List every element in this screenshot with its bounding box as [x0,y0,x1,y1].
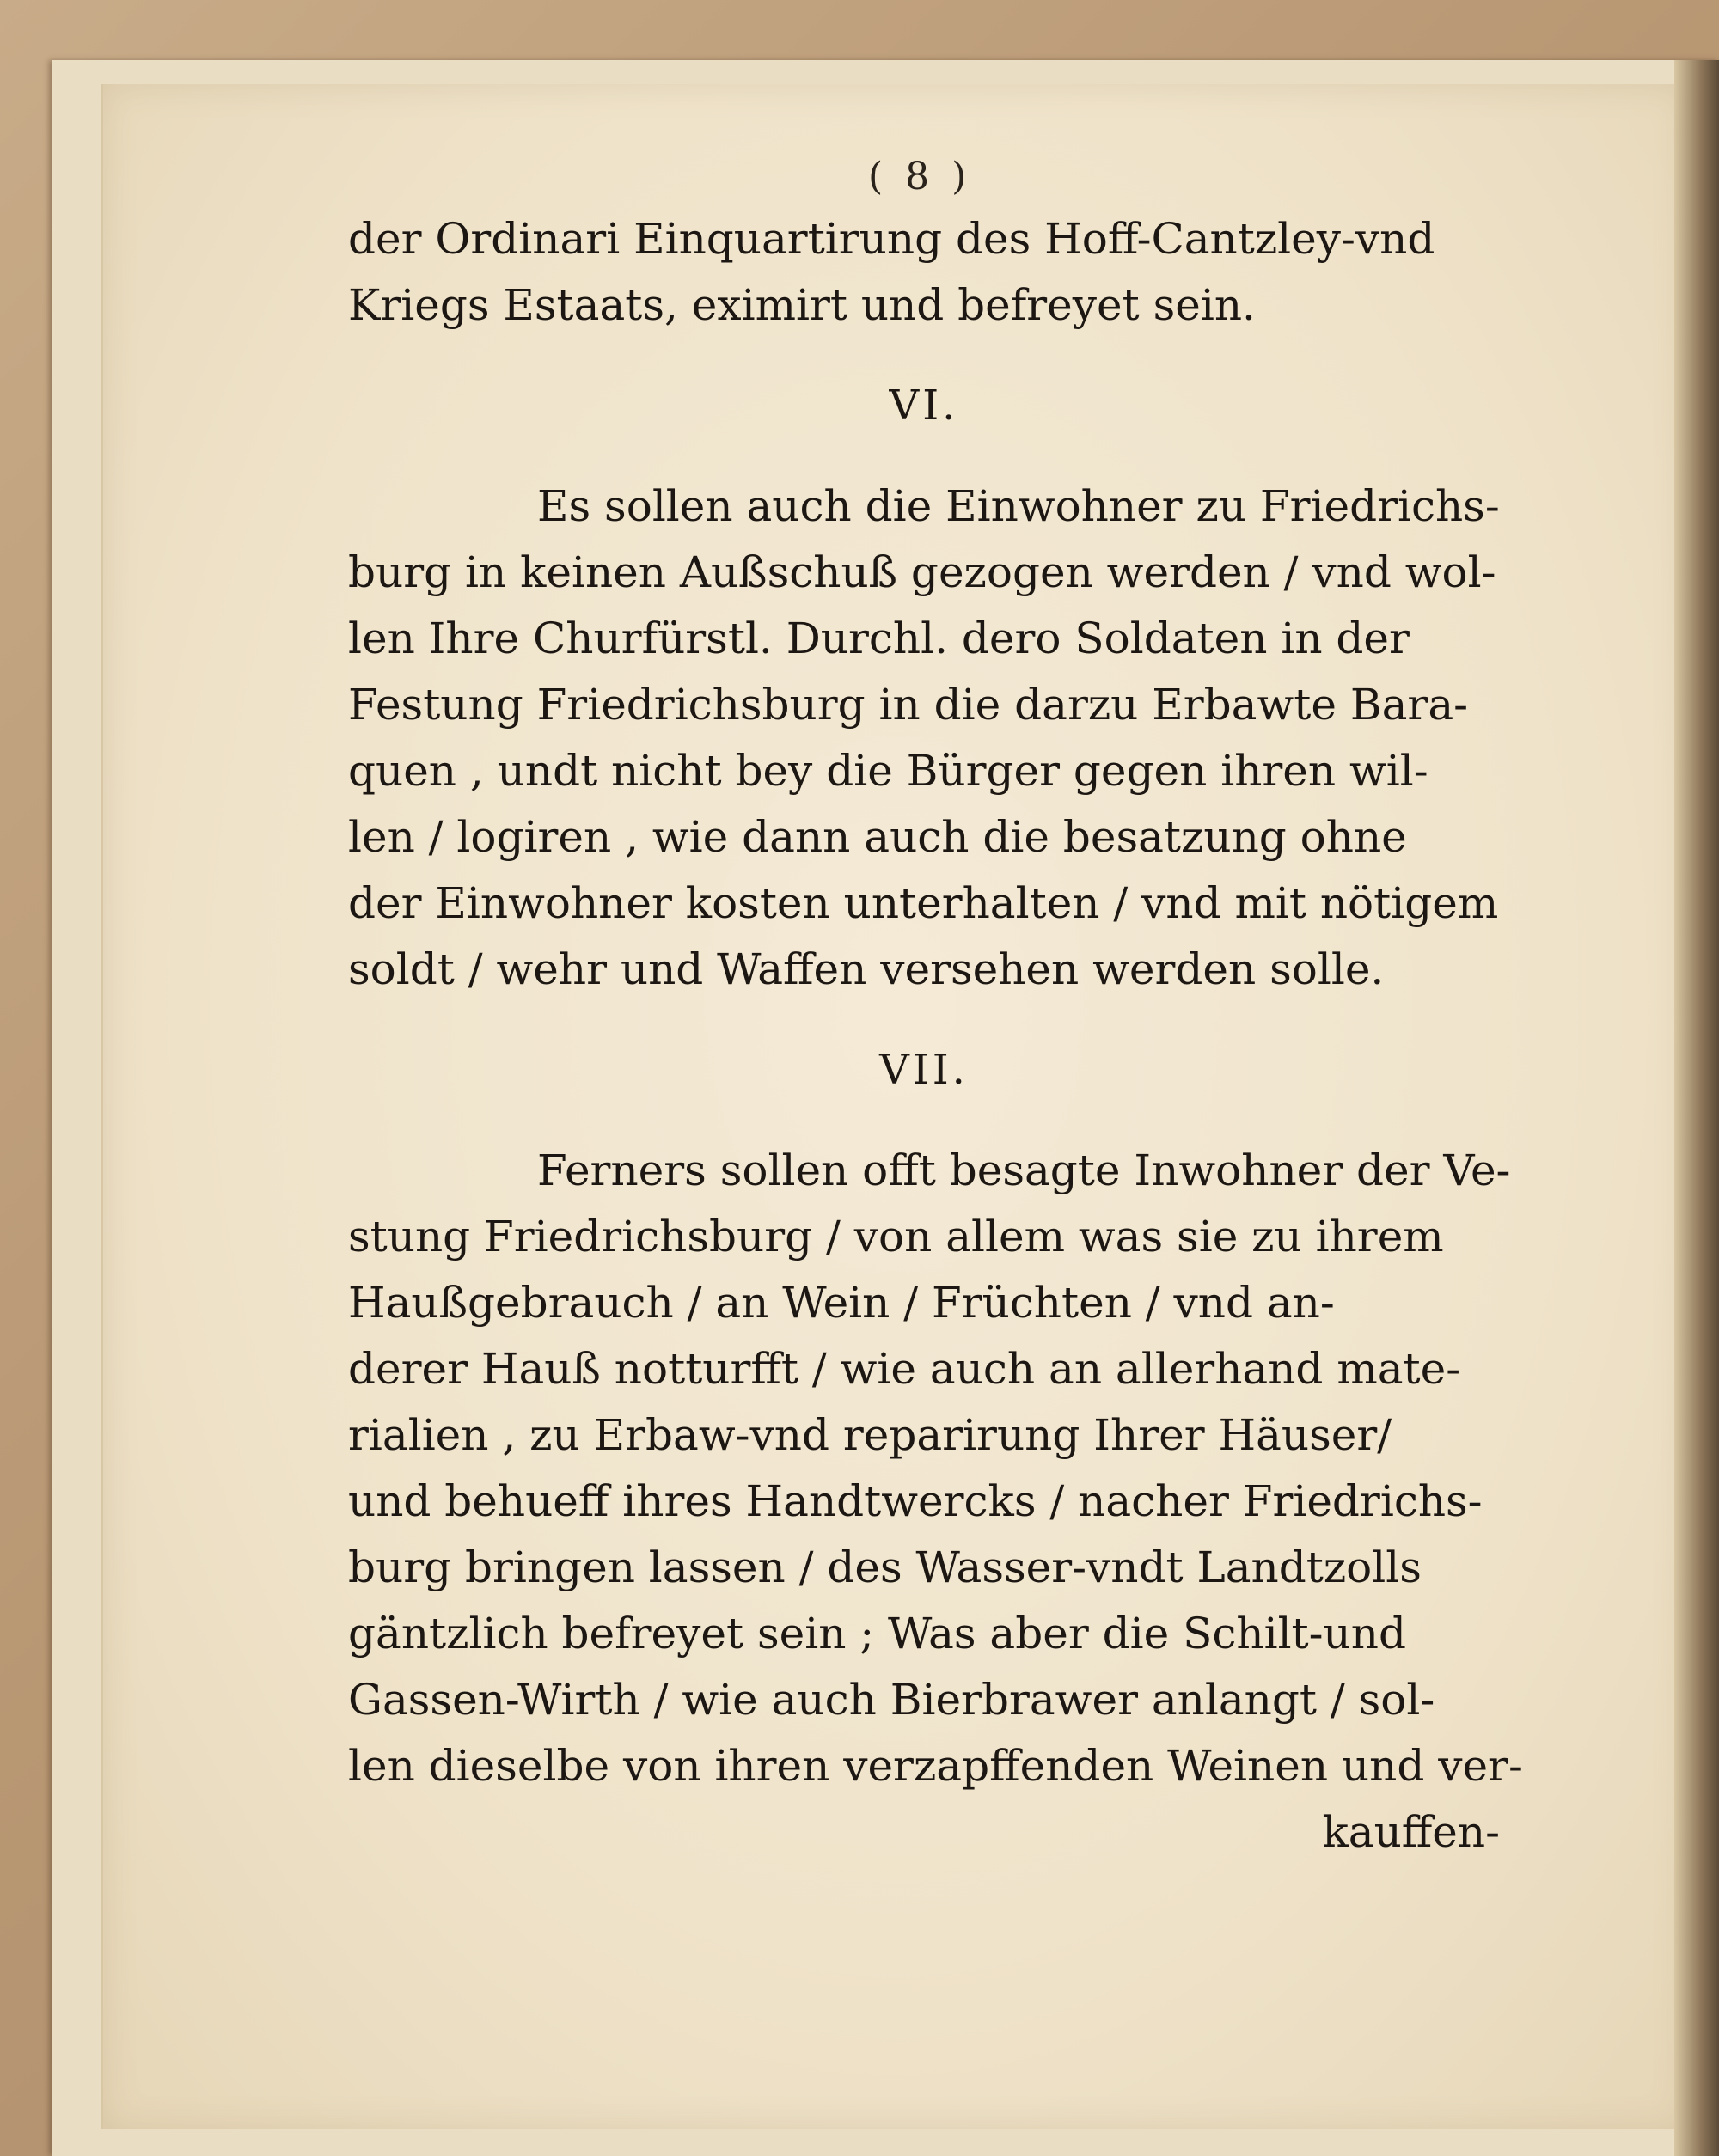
section-heading-vii: VII. [879,1046,969,1094]
page-number: ( 8 ) [868,155,972,198]
text-line: soldt / wehr und Waffen versehen werden solle. [348,944,1385,994]
text-line: der Einwohner kosten unterhalten / vnd mit nötigem [348,878,1499,928]
text-line: Ferners sollen offt besagte Inwohner der Ve- [537,1145,1511,1195]
text-line: stung Friedrichsburg / von allem was sie zu ihrem [348,1212,1444,1261]
text-line: derer Hauß notturfft / wie auch an allerhand mate- [348,1344,1461,1394]
text-line: und behueff ihres Handtwercks / nacher Friedrichs- [348,1476,1483,1526]
section-heading-vi: VI. [889,382,959,430]
text-line: Festung Friedrichsburg in die darzu Erbawte Bara- [348,680,1469,730]
text-line: burg in keinen Außschuß gezogen werden / vnd wol- [348,547,1496,597]
text-line: len / logiren , wie dann auch die besatzung ohne [348,812,1407,862]
text-line: quen , undt nicht bey die Bürger gegen ihren wil- [348,746,1428,796]
text-line: burg bringen lassen / des Wasser-vndt Landtzolls [348,1542,1422,1592]
page-text [348,206,1523,1866]
text-line: len Ihre Churfürstl. Durchl. dero Soldaten in der [348,614,1410,663]
text-line: len dieselbe von ihren verzapffenden Weinen und ver- [348,1741,1523,1791]
book-gutter [1674,60,1719,2156]
text-line: Gassen-Wirth / wie auch Bierbrawer anlangt / sol- [348,1675,1435,1725]
text-line: gäntzlich befreyet sein ; Was aber die Schilt-und [348,1609,1406,1658]
text-line: Haußgebrauch / an Wein / Früchten / vnd an- [348,1278,1335,1328]
text-line: Kriegs Estaats, eximirt und befreyet sein. [348,280,1256,330]
catchword: kauffen- [1322,1807,1500,1857]
text-line: rialien , zu Erbaw-vnd reparirung Ihrer Häuser/ [348,1410,1392,1460]
text-line: Es sollen auch die Einwohner zu Friedrichs- [537,481,1500,531]
text-line: der Ordinari Einquartirung des Hoff-Cantzley-vnd [348,214,1435,264]
